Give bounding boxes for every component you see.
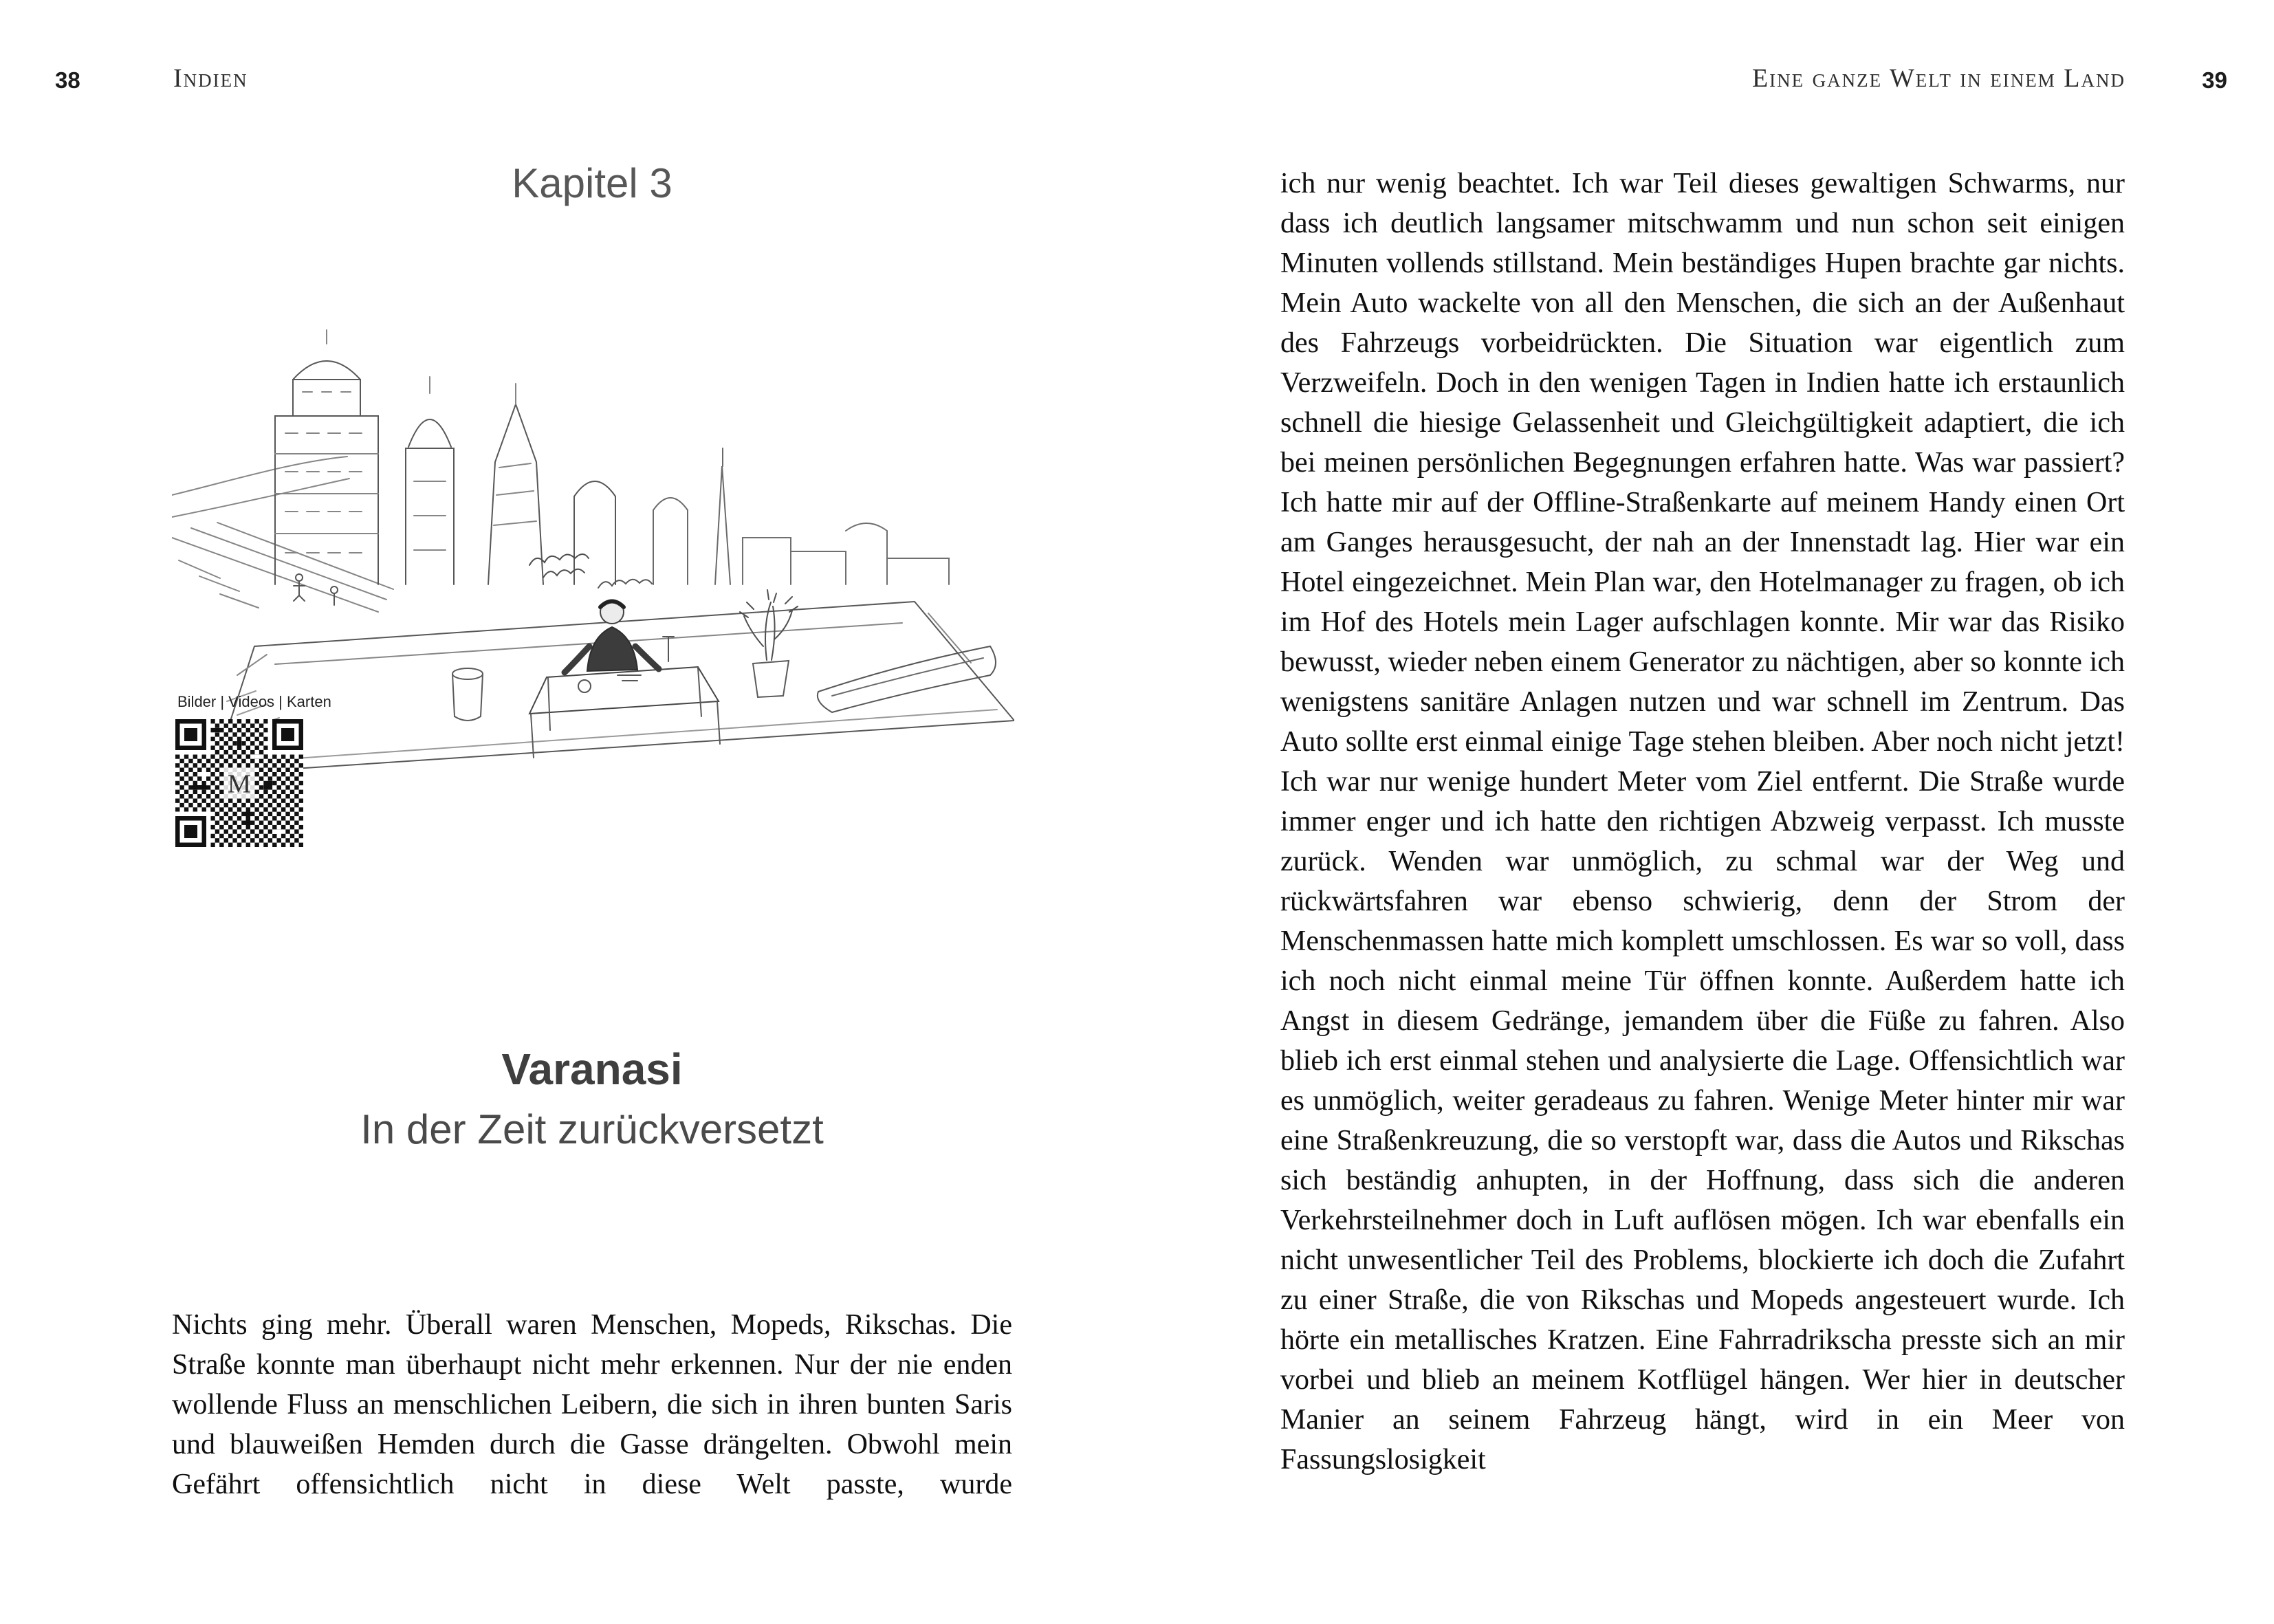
running-header-left: Indien (173, 64, 248, 93)
qr-caption: Bilder | Videos | Karten (177, 693, 331, 710)
body-paragraph-left: Nichts ging mehr. Überall waren Menschen, Mopeds, Rikschas. Die Straße konnte man überhaupt nicht mehr erkennen. Nur der nie enden wollende Fluss an menschlichen Leibern, die sich in ihren bunten Saris und blauweißen Hemden durch die Gasse drängelten. Obwohl mein Gefährt offensichtlich nicht in diese Welt passte, wurde (172, 1309, 1012, 1500)
page-number-right: 39 (2202, 67, 2227, 93)
section-title: Varanasi (501, 1044, 683, 1094)
chapter-title: Kapitel 3 (512, 160, 673, 206)
body-paragraph-right: ich nur wenig beachtet. Ich war Teil dieses gewaltigen Schwarms, nur dass ich deutlich langsamer mitschwamm und nun schon seit einigen Minuten vollends stillstand. Mein beständiges Hupen brachte gar nichts. Mein Auto wackelte von all den Menschen, die sich an der Außenhaut des Fahrzeugs vorbeidrückten. Die Situation war eigentlich zum Verzweifeln. Doch in den wenigen Tagen in Indien hatte ich erstaunlich schnell die hiesige Gelassenheit und Gleichgültigkeit adaptiert, die ich bei meinen persönlichen Begegnungen erfahren hatte. Was war passiert? Ich hatte mir auf der Offline-Straßenkarte auf meinem Handy einen Ort am Ganges herausgesucht, der nah an der Innenstadt lag. Hier war ein Hotel eingezeichnet. Mein Plan war, den Hotelmanager zu fragen, ob ich im Hof des Hotels mein Lager aufschlagen konnte. Mir war das Risiko bewusst, wieder neben einem Generator zu nächtigen, aber so konnte ich wenigstens sanitäre Anlagen nutzen und war schnell im Zentrum. Das Auto sollte erst einmal einige Tage stehen bleiben. Aber noch nicht jetzt! Ich war nur wenige hundert Meter vom Ziel entfernt. Die Straße wurde immer enger und ich hatte den richtigen Abzweig verpasst. Ich musste zurück. Wenden war unmöglich, zu schmal war der Weg und rückwärtsfahren war ebenso schwierig, denn der Strom der Menschenmassen hatte mich komplett umschlossen. Es war so voll, dass ich noch nicht einmal meine Tür öffnen konnte. Außerdem hatte ich Angst in diesem Gedränge, jemandem über die Füße zu fahren. Also blieb ich erst einmal stehen und analysierte die Lage. Offensichtlich war es unmöglich, weiter geradeaus zu fahren. Wenige Meter hinter mir war eine Straßenkreuzung, die so verstopft war, dass die Autos und Rikschas sich beständig anhupten, in der Hoffnung, dass sich die anderen Verkehrsteilnehmer doch in Luft auflösen mögen. Ich war ebenfalls ein nicht unwesentlicher Teil des Problems, blockierte ich doch die Zufahrt zu einer Straße, die von Rikschas und Mopeds angesteuert wurde. Ich hörte ein metallisches Kratzen. Eine Fahrradrikscha presste sich an mir vorbei und blieb an meinem Kotflügel hängen. Wer hier in deutscher Manier an seinem Fahrzeug hängt, wird in ein Meer von Fassungslosigkeit (1280, 168, 2125, 1475)
running-header-right: Eine ganze Welt in einem Land (1751, 64, 2125, 93)
section-subtitle: In der Zeit zurückversetzt (360, 1106, 824, 1152)
qr-code (175, 719, 303, 847)
qr-logo-m: M (227, 769, 252, 799)
page-number-left: 38 (55, 67, 80, 93)
qr-svg (175, 719, 303, 847)
